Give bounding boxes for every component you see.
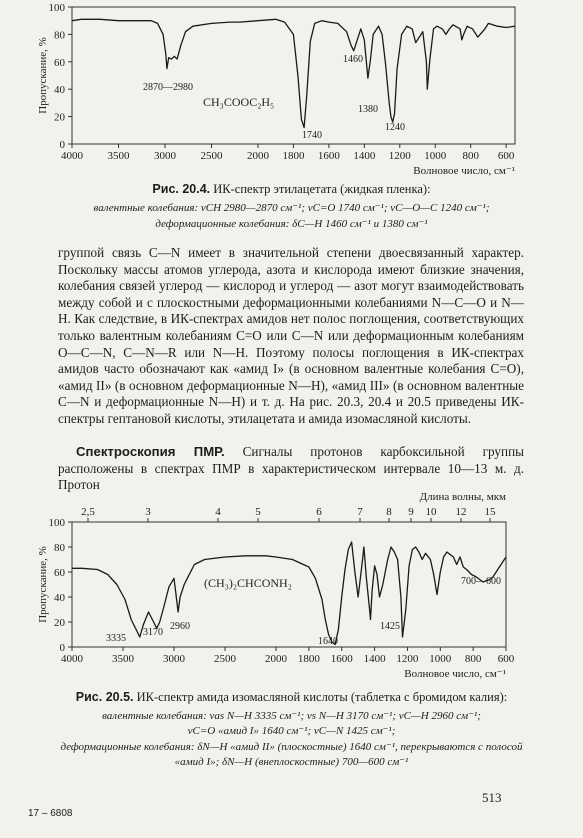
y-tick-label: 80 — [54, 29, 65, 42]
x-tick-label: 1400 — [363, 653, 386, 665]
y-tick-label: 100 — [48, 2, 65, 14]
x-tick-label: 2500 — [214, 653, 236, 665]
spectrum-line — [72, 19, 515, 127]
page-number: 513 — [482, 790, 502, 805]
y-tick-label: 40 — [54, 84, 65, 97]
figure2-caption-title — [0, 690, 583, 705]
y-tick-label: 40 — [54, 592, 65, 604]
figure1-caption-line1: валентные колебания: νCH 2980—2870 см⁻¹; νC=O 1740 см⁻¹; νC—O—C 1240 см⁻¹; — [93, 202, 490, 214]
body-paragraph-1: группой связь C—N имеет в значительной степени двоесвязанный характер. Поскольку массы атомов углерода, азота и кислорода имеют близкие значения, колебания связей углерод — кислород и углерод — азот могут взаимодействовать между собой и с плоскостными деформационными колебаниями N—C—O и N—H. Как следствие, в ИК-спектрах амидов нет полос поглощения, соответствующих только валентным колебаниям C=O или C—N или деформационным колебаниям O—C—N, C—N—R или N—H. Поэтому полосы поглощения в ИК-спектрах амидов часто обозначают как «амид I» (в основном валентные колебания C=O), «амид II» (в основном деформационные N—H), «амид III» (в основном валентные C—N и деформационные N—H) и т. д. На рис. 20.3, 20.4 и 20.5 приведены ИК-спектры гептановой кислоты, этилацетата и амида изомасляной кислоты. — [58, 245, 524, 426]
figure2-caption-text: ИК-спектр амида изомасляной кислоты (таблетка с бромидом калия): — [136, 690, 508, 704]
peak-label: 1640 — [318, 636, 338, 647]
top-tick-label: 10 — [425, 506, 437, 518]
x-tick-label: 3500 — [107, 150, 130, 162]
x-tick-label: 3000 — [163, 653, 185, 665]
y-tick-label: 100 — [48, 517, 65, 529]
figure2-caption-line3: деформационные колебания: δN—H «амид II» (плоскостные) 1640 см⁻¹, перекрываются с полосой — [60, 741, 523, 753]
y-tick-label: 80 — [54, 542, 65, 554]
peak-label: 1740 — [302, 130, 322, 141]
peak-label: 1240 — [385, 122, 405, 133]
body-paragraph-2-text: Сигналы протонов карбоксильной группы расположены в спектрах ПМР в характеристическом интервале 10—13 м. д. Протон — [58, 444, 524, 493]
top-tick-label: 8 — [386, 506, 392, 518]
x-tick-label: 1000 — [424, 150, 447, 162]
x-tick-label: 2500 — [200, 150, 223, 162]
y-tick-label: 0 — [59, 642, 65, 654]
top-tick-label: 7 — [357, 506, 363, 518]
x-axis-label: Волновое число, см⁻¹ — [413, 165, 515, 177]
top-tick-label: 12 — [455, 506, 467, 518]
ir-spectrum-ethyl-acetate — [0, 0, 583, 180]
ir-spectrum-isobutyramide — [0, 487, 583, 687]
figure1-caption-number: Рис. 20.4. — [152, 182, 211, 196]
y-tick-label: 60 — [54, 567, 65, 579]
x-tick-label: 1400 — [353, 150, 376, 162]
x-tick-label: 3500 — [112, 653, 134, 665]
y-tick-label: 60 — [54, 56, 65, 69]
y-axis-label: Пропускание, % — [37, 37, 49, 114]
y-axis-label: Пропускание, % — [37, 546, 49, 623]
peak-label: 2870—2980 — [143, 82, 193, 93]
x-tick-label: 1600 — [317, 150, 340, 162]
figure1-caption-text: ИК-спектр этилацетата (жидкая пленка): — [213, 182, 431, 196]
top-tick-label: 4 — [215, 506, 221, 518]
peak-label: 1425 — [380, 621, 400, 632]
figure2-caption-line4: «амид I»; δN—H (внеплоскостные) 700—600 см⁻¹ — [174, 756, 409, 768]
figure1-caption-line2: деформационные колебания: δC—H 1460 см⁻¹ и 1380 см⁻¹ — [155, 218, 428, 230]
x-tick-label: 2000 — [247, 150, 269, 162]
x-tick-label: 1800 — [282, 150, 305, 162]
top-tick-label: 2,5 — [81, 506, 95, 518]
printer-signature: 17 – 6808 — [28, 808, 73, 819]
x-tick-label: 1000 — [429, 653, 452, 665]
top-tick-label: 6 — [316, 506, 322, 518]
x-tick-label: 4000 — [61, 653, 83, 665]
peak-label: 3170 — [143, 627, 163, 638]
compound-formula: CH₃COOC₂H₅ — [203, 95, 275, 109]
y-tick-label: 0 — [59, 139, 65, 151]
x-tick-label: 3000 — [154, 150, 176, 162]
x-tick-label: 600 — [497, 653, 515, 665]
peak-label: 2960 — [170, 621, 190, 632]
x-tick-label: 800 — [462, 150, 479, 162]
figure2-caption-number: Рис. 20.5. — [75, 690, 134, 704]
peak-label: 1460 — [343, 54, 363, 65]
top-axis-label: Длина волны, мкм — [419, 491, 506, 503]
y-tick-label: 20 — [54, 617, 65, 629]
figure2-caption-line1: валентные колебания: νas N—H 3335 см⁻¹; νs N—H 3170 см⁻¹; νC—H 2960 см⁻¹; — [102, 710, 481, 722]
top-tick-label: 9 — [408, 506, 414, 518]
top-tick-label: 3 — [145, 506, 151, 518]
x-tick-label: 800 — [464, 653, 482, 665]
x-tick-label: 600 — [497, 150, 515, 162]
top-tick-label: 5 — [255, 506, 261, 518]
x-axis-label: Волновое число, см⁻¹ — [404, 668, 506, 680]
compound-formula: (CH₃)₂CHCONH₂ — [204, 576, 292, 590]
x-tick-label: 1600 — [330, 653, 353, 665]
spectrum-line — [72, 542, 506, 645]
top-tick-label: 15 — [484, 506, 496, 518]
x-tick-label: 2000 — [265, 653, 287, 665]
x-tick-label: 1200 — [396, 653, 419, 665]
section-heading-pmr: Спектроскопия ПМР. — [76, 444, 225, 459]
x-tick-label: 1800 — [297, 653, 320, 665]
x-tick-label: 4000 — [61, 150, 83, 162]
figure1-caption-title — [0, 182, 583, 197]
plot-frame — [72, 7, 515, 144]
x-tick-label: 1200 — [388, 150, 411, 162]
peak-label: 1380 — [358, 104, 378, 115]
y-tick-label: 20 — [54, 111, 65, 124]
peak-label: 3335 — [106, 633, 126, 644]
figure2-caption-line2: νC=O «амид I» 1640 см⁻¹; νC—N 1425 см⁻¹; — [187, 725, 396, 737]
peak-label: 700—600 — [461, 576, 501, 587]
